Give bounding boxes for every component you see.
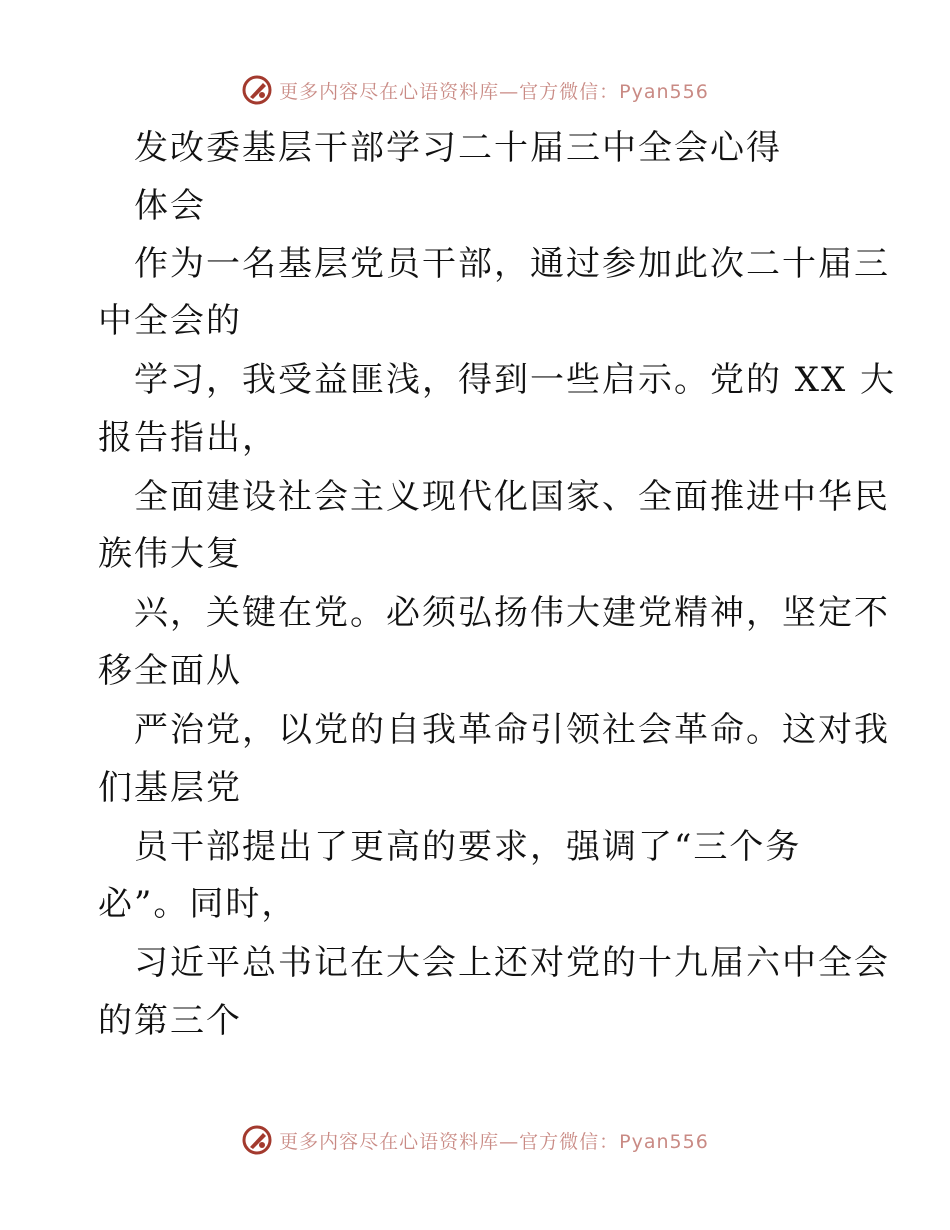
paragraph-line: 移全面从: [98, 651, 242, 691]
paragraph-line: 学习，我受益匪浅，得到一些启示。党的 XX 大: [134, 360, 897, 400]
paragraph-line: 报告指出，: [98, 418, 278, 458]
header-watermark: [0, 70, 950, 110]
footer-watermark: [0, 1120, 950, 1160]
document-title-line-1: 发改委基层干部学习二十届三中全会心得: [134, 128, 782, 168]
document-title-line-2: 体会: [134, 186, 206, 226]
watermark-text: 更多内容尽在心语资料库—官方微信：Pyan556: [279, 1130, 709, 1153]
pen-logo-icon: [241, 1124, 273, 1156]
paragraph-line: 习近平总书记在大会上还对党的十九届六中全会: [134, 943, 890, 983]
watermark-text: 更多内容尽在心语资料库—官方微信：Pyan556: [279, 80, 709, 103]
paragraph-line: 的第三个: [98, 1001, 242, 1041]
paragraph-line: 作为一名基层党员干部，通过参加此次二十届三: [134, 244, 890, 284]
paragraph-line: 必”。同时，: [98, 884, 298, 924]
pen-logo-icon: [241, 74, 273, 106]
paragraph-line: 族伟大复: [98, 534, 242, 574]
paragraph-line: 员干部提出了更高的要求，强调了“三个务: [134, 827, 802, 867]
paragraph-line: 兴，关键在党。必须弘扬伟大建党精神，坚定不: [134, 593, 890, 633]
paragraph-line: 全面建设社会主义现代化国家、全面推进中华民: [134, 477, 890, 517]
paragraph-line: 严治党，以党的自我革命引领社会革命。这对我: [134, 710, 890, 750]
paragraph-line: 们基层党: [98, 768, 242, 808]
paragraph-line: 中全会的: [98, 301, 242, 341]
